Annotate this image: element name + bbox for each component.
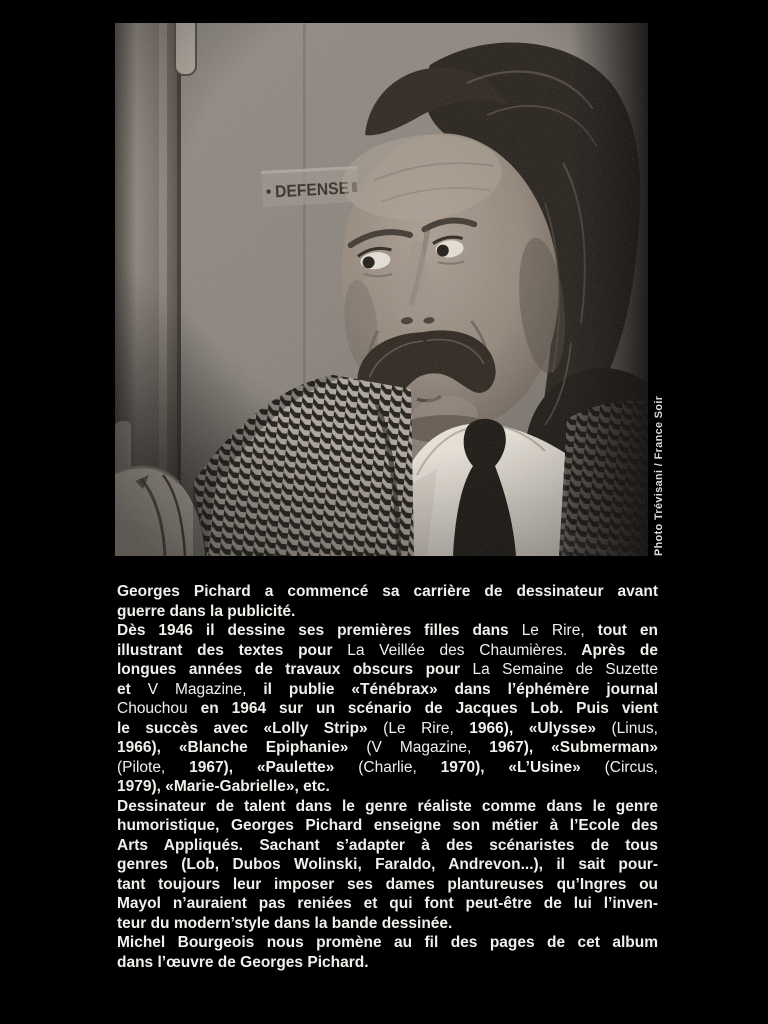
periodical-title: (Charlie, bbox=[358, 758, 441, 776]
bio-line bbox=[117, 680, 658, 700]
bio-segment: longues années de travaux obscurs pour bbox=[117, 661, 473, 678]
bio-segment: Mayol n’auraient pas reniées et qui font peut-être de lui l’inven- bbox=[117, 895, 658, 912]
bio-line bbox=[117, 855, 658, 875]
bio-segment: 1967), «Paulette» bbox=[189, 758, 359, 776]
bio-segment: Georges Pichard a commencé sa carrière de dessinateur avant bbox=[117, 583, 658, 600]
bio-segment: 1966), «Blanche Epiphanie» bbox=[117, 739, 367, 756]
portrait-photo bbox=[115, 23, 648, 556]
bio-segment: 1979), «Marie-Gabrielle», etc. bbox=[117, 778, 330, 795]
bio-line bbox=[117, 738, 658, 758]
periodical-title: (Le Rire, bbox=[383, 719, 470, 737]
bio-segment: 1970), «L’Usine» bbox=[440, 758, 605, 776]
bio-segment: dans l’œuvre de Georges Pichard. bbox=[117, 953, 369, 971]
bio-segment: il publie «Ténébrax» dans l’éphémère journal bbox=[246, 680, 659, 698]
bio-segment: guerre dans la publicité. bbox=[117, 602, 296, 620]
bio-line bbox=[117, 933, 658, 953]
bio-line bbox=[117, 777, 658, 797]
portrait-photo-art bbox=[115, 23, 648, 556]
bio-line bbox=[117, 641, 658, 661]
bio-line bbox=[117, 719, 658, 739]
bio-line bbox=[117, 621, 658, 641]
bio-line bbox=[117, 875, 658, 895]
bio-line bbox=[117, 914, 658, 934]
bio-line bbox=[117, 953, 658, 973]
periodical-title: (Linus, bbox=[611, 719, 658, 737]
bio-segment: Dès 1946 il dessine ses premières filles dans bbox=[117, 622, 522, 639]
bio-text bbox=[117, 582, 658, 972]
bio-segment: Dessinateur de talent dans le genre réaliste comme dans le genre bbox=[117, 797, 658, 815]
bio-line bbox=[117, 758, 658, 778]
bio-segment: genres (Lob, Dubos Wolinski, Faraldo, Andrevon...), il sait pour- bbox=[117, 856, 658, 873]
bio-segment: Après de bbox=[567, 641, 658, 659]
bio-segment: humoristique, Georges Pichard enseigne son métier à l’Ecole des bbox=[117, 817, 658, 834]
bio-line bbox=[117, 816, 658, 836]
bio-segment: tout en bbox=[584, 622, 658, 639]
bio-segment: Michel Bourgeois nous promène au fil des pages de cet album bbox=[117, 934, 658, 951]
periodical-title: La Veillée des Chaumières. bbox=[347, 641, 568, 659]
film-grain bbox=[115, 23, 648, 556]
bio-segment: 1967), «Submerman» bbox=[489, 739, 658, 756]
periodical-title: V Magazine, bbox=[147, 680, 247, 698]
bio-line bbox=[117, 894, 658, 914]
periodical-title: La Semaine de Suzette bbox=[472, 661, 658, 678]
periodical-title: Le Rire, bbox=[521, 622, 585, 639]
bio-line bbox=[117, 602, 658, 622]
periodical-title: (V Magazine, bbox=[366, 739, 490, 756]
bio-segment: illustrant des textes pour bbox=[117, 641, 348, 659]
bio-segment: tant toujours leur imposer ses dames plantureuses qu’Ingres ou bbox=[117, 875, 658, 893]
bio-line bbox=[117, 660, 658, 680]
bio-segment: teur du modern’style dans la bande dessinée. bbox=[117, 914, 453, 932]
bio-line bbox=[117, 699, 658, 719]
bio-segment: Arts Appliqués. Sachant s’adapter à des scénaristes de tous bbox=[117, 836, 658, 854]
bio-segment: et bbox=[117, 680, 148, 698]
periodical-title: (Circus, bbox=[604, 758, 658, 776]
bio-line bbox=[117, 836, 658, 856]
bio-line bbox=[117, 797, 658, 817]
bio-segment: le succès avec «Lolly Strip» bbox=[117, 719, 384, 737]
periodical-title: (Pilote, bbox=[117, 758, 190, 776]
bio-line bbox=[117, 582, 658, 602]
photo-credit: Photo Trévisani / France Soir bbox=[653, 395, 665, 556]
periodical-title: Chouchou bbox=[117, 700, 201, 717]
bio-segment: 1966), «Ulysse» bbox=[469, 719, 612, 737]
bio-segment: en 1964 sur un scénario de Jacques Lob. Puis vient bbox=[200, 700, 658, 717]
